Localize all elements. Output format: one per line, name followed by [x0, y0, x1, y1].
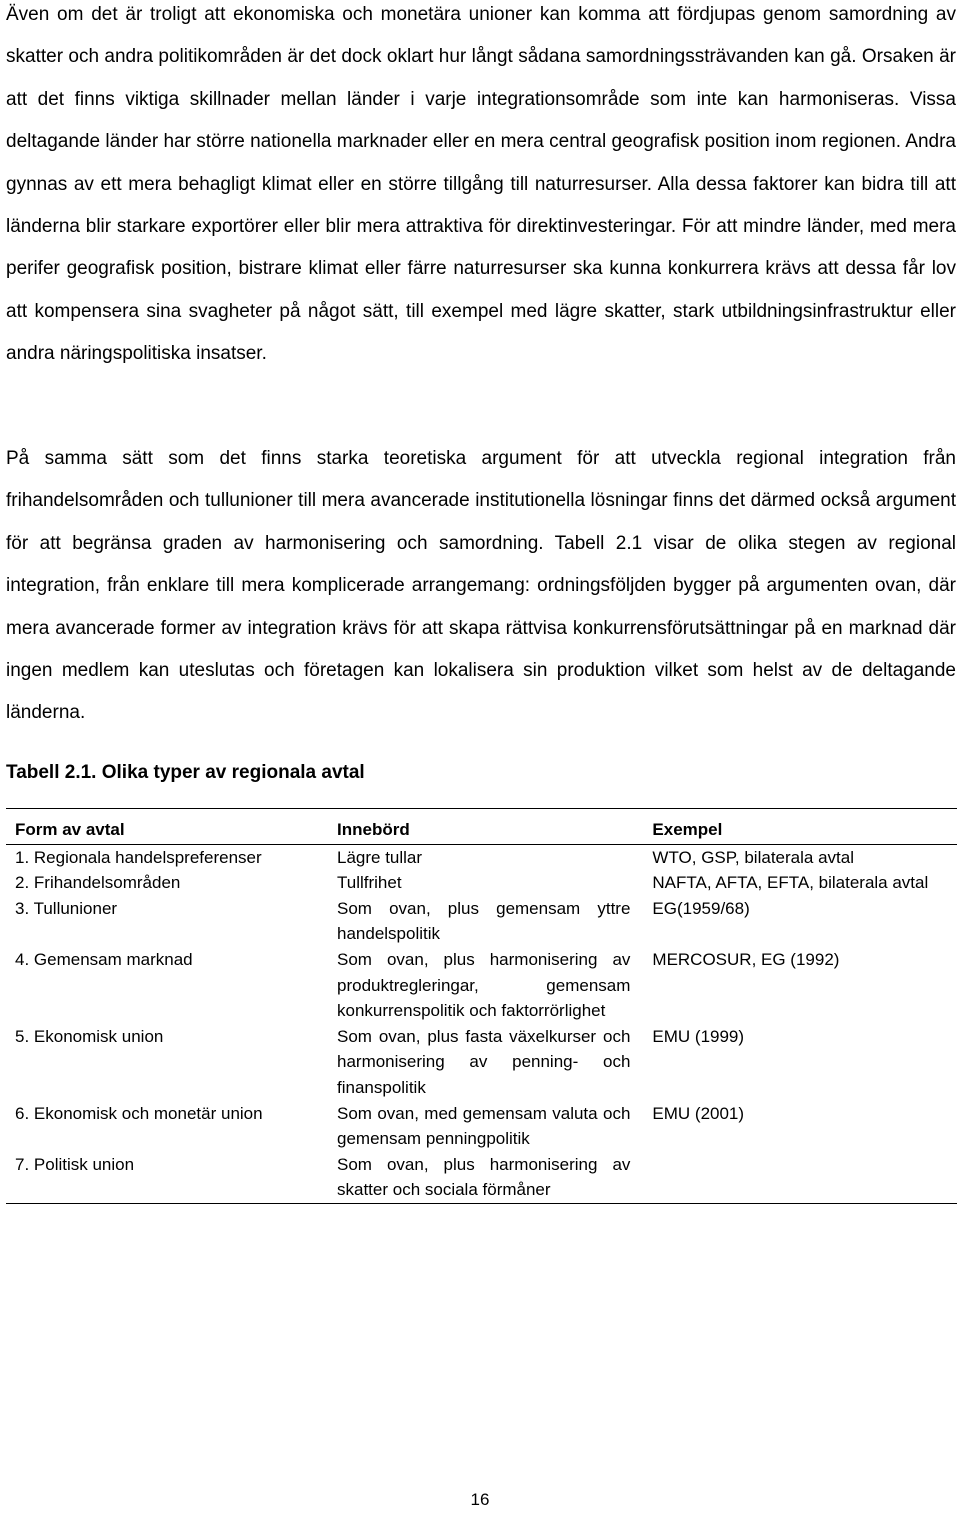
body-paragraph-1: Även om det är troligt att ekonomiska och monetära unioner kan komma att fördjupas genom samordning av skatter och andra politikområden är det dock oklart hur långt sådana samordningssträvanden kan gå. Orsaken är att det finns viktiga skillnader mellan länder i varje integrationsområde som inte kan harmoniseras. Vissa deltagande länder har större nationella marknader eller en mera central geografisk position inom regionen. Andra gynnas av ett mera behagligt klimat eller en större tillgång till naturresurser. Alla dessa faktorer kan bidra till att länderna blir starkare exportörer eller blir mera attraktiva för direktinvesteringar. För att mindre länder, med mera perifer geografisk position, bistrare klimat eller färre naturresurser ska kunna konkurrera krävs att dessa får lov att kompensera sina svagheter på något sätt, till exempel med lägre skatter, stark utbildningsinfrastruktur eller andra näringspolitiska insatser.: [6, 4, 956, 365]
table-row: [6, 1024, 957, 1101]
cell-meaning: Som ovan, plus fasta växelkurser och harmonisering av penning- och finanspolitik: [337, 1026, 631, 1097]
table-row: [6, 1152, 957, 1204]
cell-example: EMU (1999): [652, 1026, 745, 1046]
table-row: [6, 947, 957, 1024]
cell-example: [652, 1152, 957, 1204]
cell-meaning: Som ovan, plus harmonisering av skatter och sociala förmåner: [337, 1154, 631, 1200]
cell-form: 3. Tullunioner: [15, 898, 118, 918]
column-header-form: Form av avtal: [6, 809, 337, 845]
body-paragraph-2: På samma sätt som det finns starka teoretiska argument för att utveckla regional integration från frihandelsområden och tullunioner till mera avancerade institutionella lösningar finns det därmed också argument för att begränsa graden av harmonisering och samordning. Tabell 2.1 visar de olika stegen av regional integration, från enklare till mera komplicerade arrangemang: ordningsföljden bygger på argumenten ovan, där mera avancerade former av integration krävs för att skapa rättvisa konkurrensförutsättningar på en marknad där ingen medlem kan uteslutas och företagen kan lokalisera sin produktion vilket som helst av de deltagande länderna.: [6, 448, 956, 724]
cell-example: EMU (2001): [652, 1103, 745, 1123]
cell-example: EG(1959/68): [652, 898, 750, 918]
cell-form: 7. Politisk union: [15, 1154, 135, 1174]
table-row: [6, 844, 957, 870]
cell-form: 6. Ekonomisk och monetär union: [15, 1103, 263, 1123]
cell-meaning: Lägre tullar: [337, 847, 423, 867]
cell-form: 2. Frihandelsområden: [15, 873, 181, 893]
table-header-row: [6, 809, 957, 845]
cell-form: 5. Ekonomisk union: [15, 1026, 164, 1046]
table-row: [6, 1101, 957, 1152]
column-header-meaning: Innebörd: [337, 809, 652, 845]
page-number: 16: [470, 1490, 490, 1509]
column-header-example: Exempel: [652, 809, 957, 845]
agreement-types-table-container: [6, 808, 957, 1204]
cell-meaning: Tullfrihet: [337, 873, 402, 893]
cell-meaning: Som ovan, plus gemensam yttre handelspolitik: [337, 898, 631, 944]
cell-example: MERCOSUR, EG (1992): [652, 949, 840, 969]
cell-example: WTO, GSP, bilaterala avtal: [652, 847, 854, 867]
table-caption: Tabell 2.1. Olika typer av regionala avtal: [6, 762, 365, 783]
table-row: [6, 896, 957, 947]
agreement-types-table: [6, 808, 957, 1204]
cell-form: 4. Gemensam marknad: [15, 949, 193, 969]
cell-meaning: Som ovan, plus harmonisering av produktregleringar, gemensam konkurrenspolitik och faktorrörlighet: [337, 949, 631, 1021]
table-row: [6, 870, 957, 896]
cell-form: 1. Regionala handelspreferenser: [15, 847, 262, 867]
cell-example: NAFTA, AFTA, EFTA, bilaterala avtal: [652, 873, 929, 893]
cell-meaning: Som ovan, med gemensam valuta och gemensam penningpolitik: [337, 1103, 631, 1149]
